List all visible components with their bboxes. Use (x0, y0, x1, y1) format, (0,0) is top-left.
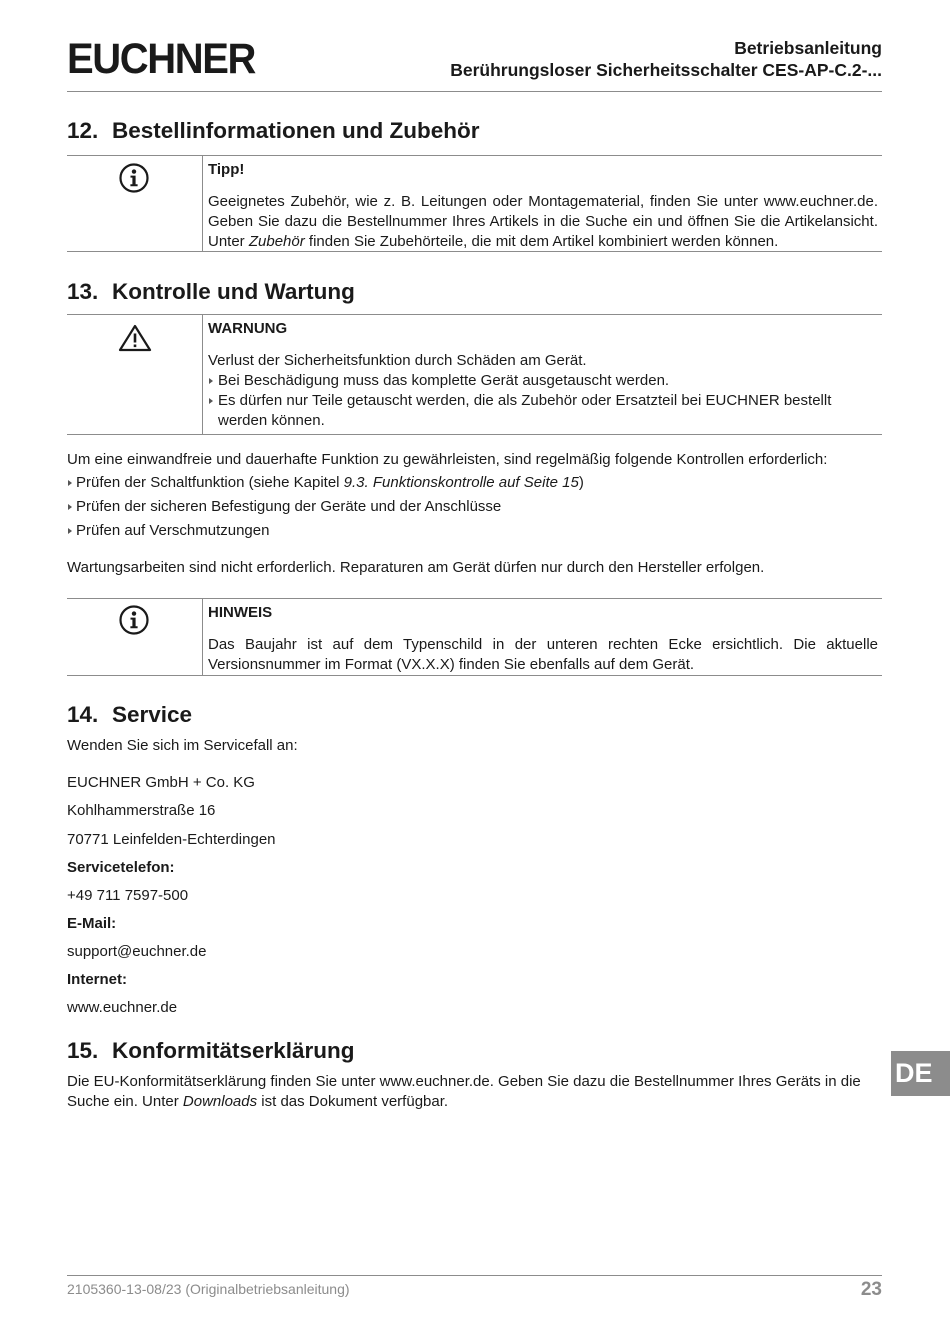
check-item-1 (67, 471, 882, 495)
check-item-text: Prüfen der Schaltfunktion (siehe Kapitel (76, 474, 344, 491)
page-number: 23 (860, 1279, 882, 1300)
hint-content (203, 599, 882, 675)
tip-text-emphasis: Zubehör (248, 233, 305, 250)
section-14-title: Service (112, 702, 193, 727)
city-address: 70771 Leinfelden-Echterdingen (67, 831, 276, 848)
tip-text-part: finden Sie Zubehörteile, die mit dem Artikel kombiniert werden können. (304, 233, 779, 250)
warning-content (203, 315, 882, 434)
section-15-heading (67, 1038, 355, 1064)
conformity-text-emphasis: Downloads (182, 1093, 258, 1110)
warning-bullet: Es dürfen nur Teile getauscht werden, die als Zubehör oder Ersatzteil bei EUCHNER bestellt werden können. (208, 391, 878, 431)
hint-text: Das Baujahr ist auf dem Typenschild in der unteren rechten Ecke ersichtlich. Die aktuelle Versionsnummer im Format (VX.X.X) finden Sie ebenfalls auf dem Gerät. (208, 636, 878, 673)
conformity-text (67, 1072, 885, 1112)
hint-title: HINWEIS (208, 604, 273, 621)
section-15-number: 15. (67, 1038, 99, 1063)
website-link[interactable]: www.euchner.de (67, 999, 178, 1016)
section-14-number: 14. (67, 702, 99, 727)
tip-icon-column (67, 156, 203, 251)
tip-box (67, 155, 882, 252)
section-13-heading (67, 279, 355, 305)
conformity-text-part: Die EU-Konformitätserklärung finden Sie unter www.euchner.de. Geben Sie dazu die Bestellnummer Ihres Geräts in die Suche ein. Unter (67, 1073, 861, 1110)
warning-intro: Verlust der Sicherheitsfunktion durch Schäden am Gerät. (208, 352, 587, 369)
warning-bullet: Bei Beschädigung muss das komplette Gerät ausgetauscht werden. (208, 371, 878, 391)
checks-intro: Um eine einwandfreie und dauerhafte Funktion zu gewährleisten, sind regelmäßig folgende Kontrollen erforderlich: (67, 451, 828, 468)
checks-list (67, 471, 882, 543)
warning-triangle-icon (118, 324, 152, 352)
footer-rule (67, 1275, 882, 1276)
info-icon (119, 605, 149, 635)
hint-icon-column (67, 599, 203, 675)
section-15-title: Konformitätserklärung (112, 1038, 355, 1063)
section-14-heading (67, 702, 192, 728)
email-address[interactable]: support@euchner.de (67, 943, 207, 960)
tip-title: Tipp! (208, 161, 245, 178)
tip-content (203, 156, 882, 251)
street-address: Kohlhammerstraße 16 (67, 802, 216, 819)
warning-box (67, 314, 882, 435)
warning-icon-column (67, 315, 203, 434)
section-12-heading (67, 118, 480, 144)
check-item-text: ) (578, 474, 584, 491)
header-rule (67, 91, 882, 92)
section-13-number: 13. (67, 279, 99, 304)
section-13-title: Kontrolle und Wartung (112, 279, 355, 304)
email-label: E-Mail: (67, 915, 117, 932)
check-item-link[interactable]: 9.3. Funktionskontrolle auf Seite 15 (343, 474, 579, 491)
check-item-2: Prüfen der sicheren Befestigung der Geräte und der Anschlüsse (67, 495, 882, 519)
info-icon (119, 163, 149, 193)
hint-box (67, 598, 882, 676)
company-name: EUCHNER GmbH + Co. KG (67, 774, 255, 791)
service-intro: Wenden Sie sich im Servicefall an: (67, 737, 298, 754)
internet-label: Internet: (67, 971, 127, 988)
footer-doc-number: 2105360-13-08/23 (Originalbetriebsanleitung) (67, 1281, 350, 1297)
maintenance-text: Wartungsarbeiten sind nicht erforderlich. Reparaturen am Gerät dürfen nur durch den Hersteller erfolgen. (67, 559, 765, 576)
check-item-3: Prüfen auf Verschmutzungen (67, 519, 882, 543)
section-12-number: 12. (67, 118, 99, 143)
language-tab: DE (891, 1051, 950, 1096)
phone-label: Servicetelefon: (67, 859, 175, 876)
conformity-text-part: ist das Dokument verfügbar. (257, 1093, 449, 1110)
warning-title: WARNUNG (208, 320, 288, 337)
tip-text-part: Geeignetes Zubehör, wie z. B. Leitungen oder Montagematerial, finden Sie unter www.euchner.de. Geben Sie dazu die Bestellnummer Ihres Artikels in die Suche ein und öffnen Sie die Artikelansicht. Unter (208, 193, 878, 250)
section-12-title: Bestellinformationen und Zubehör (112, 118, 480, 143)
doc-type: Betriebsanleitung (734, 38, 882, 58)
phone-number[interactable]: +49 711 7597-500 (67, 887, 189, 904)
doc-title: Berührungsloser Sicherheitsschalter CES-AP-C.2-... (450, 60, 882, 80)
euchner-logo: EUCHNER (67, 35, 255, 83)
tip-text (208, 192, 878, 252)
